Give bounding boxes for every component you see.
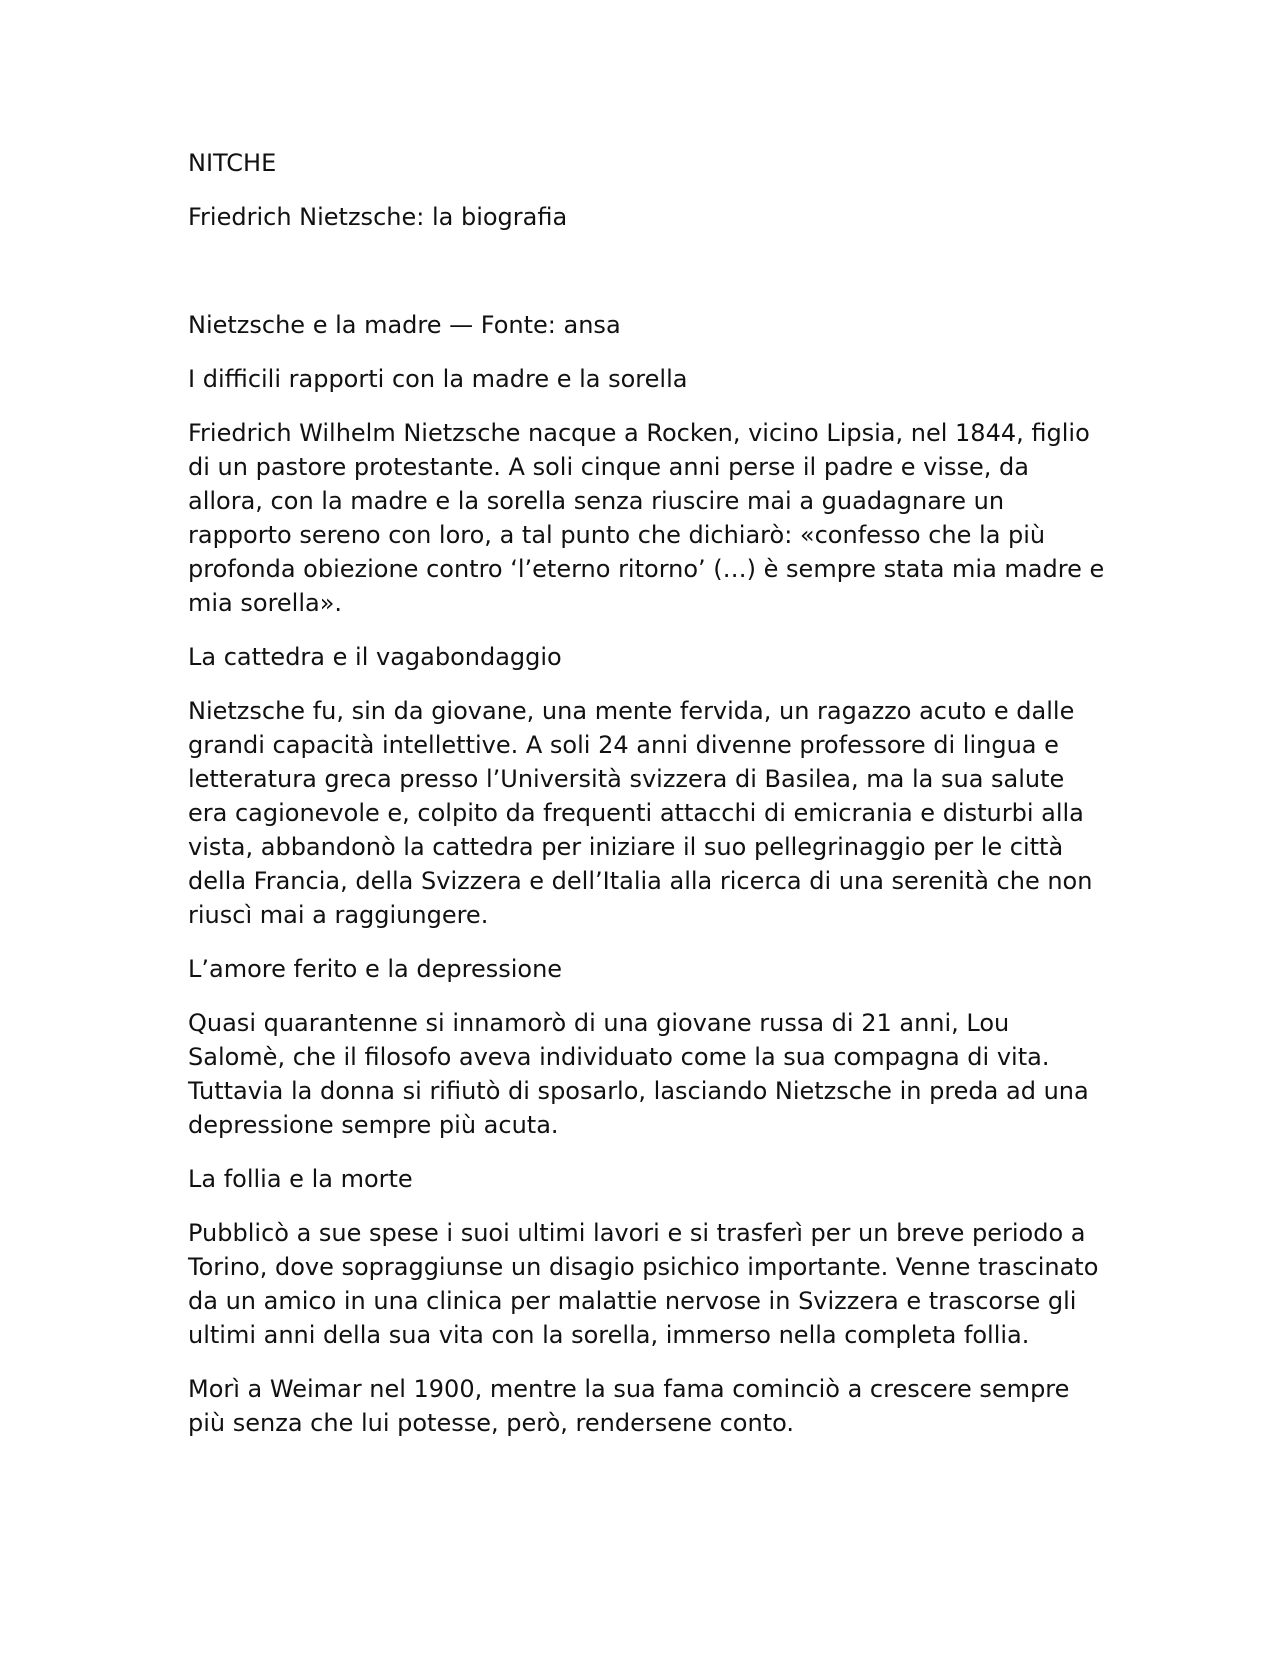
image-caption: Nietzsche e la madre — Fonte: ansa (188, 311, 621, 339)
paragraph-madness: Pubblicò a sue spese i suoi ultimi lavori e si trasferì per un breve periodo a Torino, dove sopraggiunse un disagio psichico importante. Venne trascinato da un amico in una clinica per malattie nervose in Svizzera e trascorse gli ultimi anni della sua vita con la sorella, immerso nella completa follia. (188, 1219, 1099, 1349)
paragraph-love: Quasi quarantenne si innamorò di una giovane russa di 21 anni, Lou Salomè, che il filosofo aveva individuato come la sua compagna di vita. Tuttavia la donna si rifiutò di sposarlo, lasciando Nietzsche in preda ad una depressione sempre più acuta. (188, 1009, 1089, 1139)
document-subtitle: Friedrich Nietzsche: la biografia (188, 203, 568, 231)
section-heading-family: I difficili rapporti con la madre e la sorella (188, 365, 688, 393)
paragraph-career: Nietzsche fu, sin da giovane, una mente fervida, un ragazzo acuto e dalle grandi capacità intellettive. A soli 24 anni divenne professore di lingua e letteratura greca presso l’Università svizzera di Basilea, ma la sua salute era cagionevole e, colpito da frequenti attacchi di emicrania e disturbi alla vista, abbandonò la cattedra per iniziare il suo pellegrinaggio per le città della Francia, della Svizzera e dell’Italia alla ricerca di una serenità che non riuscì mai a raggiungere. (188, 697, 1093, 929)
paragraph-death: Morì a Weimar nel 1900, mentre la sua fama cominciò a crescere sempre più senza che lui potesse, però, rendersene conto. (188, 1375, 1070, 1437)
section-heading-career: La cattedra e il vagabondaggio (188, 643, 562, 671)
image-placeholder-gap (188, 254, 1108, 308)
document-title: NITCHE (188, 149, 277, 177)
paragraph-family: Friedrich Wilhelm Nietzsche nacque a Rocken, vicino Lipsia, nel 1844, figlio di un pastore protestante. A soli cinque anni perse il padre e visse, da allora, con la madre e la sorella senza riuscire mai a guadagnare un rapporto sereno con loro, a tal punto che dichiarò: «confesso che la più profonda obiezione contro ‘l’eterno ritorno’ (…) è sempre stata mia madre e mia sorella». (188, 419, 1105, 617)
document-body (188, 146, 1108, 1460)
section-heading-love: L’amore ferito e la depressione (188, 955, 563, 983)
section-heading-death: La follia e la morte (188, 1165, 413, 1193)
